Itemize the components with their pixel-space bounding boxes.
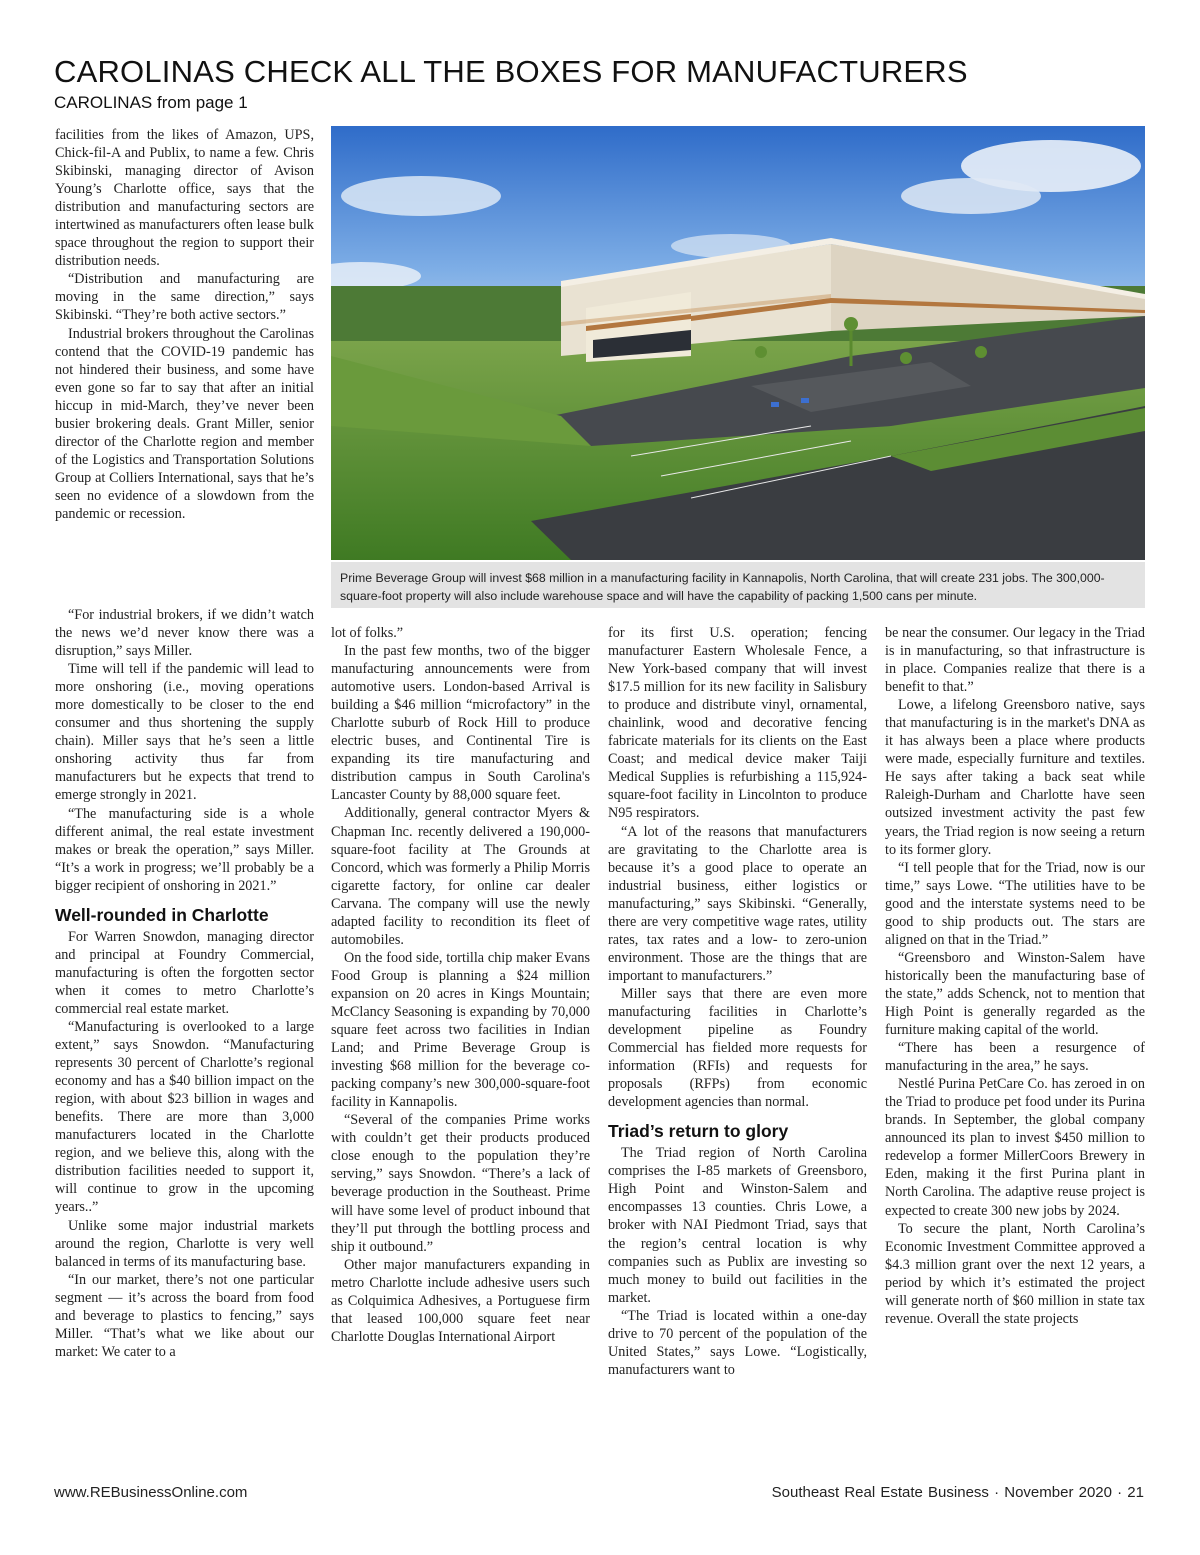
paragraph: Industrial brokers throughout the Carolinas contend that the COVID-19 pandemic has not hindered their business, and some have even gone so far to say that after an initial hiccup in mid-March, they’ve never been busier brokering deals. Grant Miller, senior director of the Charlotte region and member of the Logistics and Transportation Solutions Group at Colliers International, says that he’s seen no evidence of a slowdown from the pandemic or recession. <box>55 325 314 522</box>
paragraph: “I tell people that for the Triad, now is our time,” says Lowe. “The utilities have to be good and the interstate systems need to be good to ship products out. The stars are aligned on that in the Triad.” <box>885 859 1145 948</box>
paragraph: “Several of the companies Prime works with couldn’t get their products produced close enough to the population they’re serving,” says Snowdon. “There’s a lack of beverage production in the Southeast. Prime will have some level of product inbound that they’ll put through the bottling process and ship it outbound.” <box>331 1112 590 1255</box>
column-4 <box>885 624 1145 1328</box>
paragraph: “Manufacturing is overlooked to a large extent,” says Snowdon. “Manufacturing represents 30 percent of Charlotte’s regional economy and has a $40 billion impact on the region, with about $23 billion in wages and benefits. There are more than 3,000 manufacturers located in the Charlotte region, and we believe this, along with the distribution facilities needed to support it, will continue to grow in the upcoming years..” <box>55 1018 314 1216</box>
paragraph: “The Triad is located within a one-day drive to 70 percent of the population of the United States,” says Lowe. “Logistically, manufacturers want to <box>608 1307 867 1378</box>
paragraph: The Triad region of North Carolina comprises the I-85 markets of Greensboro, High Point and Winston-Salem and encompasses 13 counties. Chris Lowe, a broker with NAI Piedmont Triad, says that the region’s central location is why companies such as Publix are investing so much money to build out facilities in the market. <box>608 1145 867 1306</box>
paragraph: “Distribution and manufacturing are moving in the same direction,” says Skibinski. “They’re both active sectors.” <box>55 271 314 324</box>
paragraph: On the food side, tortilla chip maker Evans Food Group is planning a $24 million expansion on 20 acres in Kings Mountain; McClancy Seasoning is expanding by 70,000 square feet across two facilities in Indian Land; and Prime Beverage Group is investing $68 million for the beverage co-packing company’s new 300,000-square-foot facility in Kannapolis. <box>331 949 590 1111</box>
column-3 <box>608 624 867 1379</box>
paragraph: Lowe, a lifelong Greensboro native, says that manufacturing is in the market's DNA as it has always been a place where products were made, especially furniture and textiles. He says after taking a back seat while Raleigh-Durham and Charlotte have seen outsized investment activity the past few years, the Triad region is now seeing a return to its former glory. <box>885 697 1145 858</box>
paragraph: “In our market, there’s not one particular segment — it’s across the board from food and beverage to plastics to fencing,” says Miller. “That’s what we like about our market: We cater to a <box>55 1271 314 1360</box>
paragraph: Nestlé Purina PetCare Co. has zeroed in on the Triad to produce pet food under its Purina brands. In September, the global company announced its plan to invest $450 million to redevelop a former MillerCoors Brewery in Eden, making it the first Purina plant in North Carolina. The adaptive reuse project is expected to create 300 new jobs by 2024. <box>885 1076 1145 1219</box>
jump-line: CAROLINAS from page 1 <box>54 93 248 112</box>
photo-caption: Prime Beverage Group will invest $68 million in a manufacturing facility in Kannapolis, North Carolina, that will create 231 jobs. The 300,000-square-foot property will also include warehouse space and will have the capability of packing 1,500 cans per minute. <box>331 562 1145 608</box>
column-2 <box>331 624 590 1346</box>
paragraph: be near the consumer. Our legacy in the Triad is in manufacturing, so that infrastructure is in place. Companies realize that there is a benefit to that.” <box>885 625 1145 696</box>
headline: CAROLINAS CHECK ALL THE BOXES FOR MANUFACTURERS <box>54 54 968 89</box>
footer-website[interactable]: www.REBusinessOnline.com <box>54 1484 248 1501</box>
subhead-triad: Triad’s return to glory <box>608 1121 789 1142</box>
footer-publication: Southeast Real Estate Business · November 2020 · 21 <box>771 1484 1144 1501</box>
column-1-top <box>55 126 314 523</box>
paragraph: “There has been a resurgence of manufacturing in the area,” he says. <box>885 1040 1145 1075</box>
subhead-charlotte: Well-rounded in Charlotte <box>55 904 269 925</box>
paragraph: Additionally, general contractor Myers & Chapman Inc. recently delivered a 190,000-square-foot facility at The Grounds at Concord, which was formerly a Philip Morris cigarette factory, for online car dealer Carvana. The company will use the newly adapted facility to recondition its fleet of automobiles. <box>331 805 590 948</box>
column-1-bottom <box>55 606 314 1361</box>
paragraph: lot of folks.” <box>331 625 404 641</box>
industrial-building-illustration <box>331 126 1145 560</box>
paragraph: To secure the plant, North Carolina’s Economic Investment Committee approved a $4.3 million grant over the next 12 years, a period by which it’s estimated the project will generate north of $60 million in state tax revenue. Overall the state projects <box>885 1220 1145 1327</box>
paragraph: Time will tell if the pandemic will lead to more onshoring (i.e., moving operations more domestically to be closer to the end consumer and thus shortening the supply chain). Miller says that he’s seen a little onshoring activity thus far from manufacturers but he expects that trend to emerge strongly in 2021. <box>55 661 314 804</box>
paragraph: facilities from the likes of Amazon, UPS, Chick-fil-A and Publix, to name a few. Chris Skibinski, managing director of Avison Young’s Charlotte office, says that the distribution and manufacturing sectors are intertwined as manufacturers often lease bulk space throughout the region to support their distribution needs. <box>55 127 314 270</box>
paragraph: Other major manufacturers expanding in metro Charlotte include adhesive users such as Colquimica Adhesives, a Portuguese firm that leased 100,000 square feet near Charlotte Douglas International Airport <box>331 1256 590 1345</box>
building-photo <box>331 126 1145 560</box>
paragraph: “The manufacturing side is a whole different animal, the real estate investment makes or break the operation,” says Miller. “It’s a work in progress; we’ll probably be a bigger recipient of onshoring in 2021.” <box>55 805 314 894</box>
paragraph: “For industrial brokers, if we didn’t watch the news we’d never know there was a disruption,” says Miller. <box>55 607 314 660</box>
paragraph: In the past few months, two of the bigger manufacturing announcements were from automotive users. London-based Arrival is building a $46 million “microfactory” in the Charlotte suburb of Rock Hill to produce electric buses, and Continental Tire is expanding its tire manufacturing and distribution campus in South Carolina's Lancaster County by 88,000 square feet. <box>331 643 590 804</box>
paragraph: “Greensboro and Winston-Salem have historically been the manufacturing base of the state,” adds Schenck, not to mention that High Point is generally regarded as the furniture making capital of the world. <box>885 949 1145 1039</box>
paragraph: For Warren Snowdon, managing director and principal at Foundry Commercial, manufacturing is often the forgotten sector when it comes to metro Charlotte’s commercial real estate market. <box>55 928 314 1017</box>
paragraph: Miller says that there are even more manufacturing facilities in Charlotte’s development pipeline as Foundry Commercial has fielded more requests for information (RFIs) and requests for proposals (RFPs) from economic development agencies than normal. <box>608 985 867 1111</box>
paragraph: for its first U.S. operation; fencing manufacturer Eastern Wholesale Fence, a New York-based company that will invest $17.5 million for its new facility in Salisbury to produce and distribute vinyl, ornamental, chainlink, wood and decorative fencing fabricate materials for its clients on the East Coast; and medical device maker Taiji Medical Supplies is refurbishing a 115,924-square-foot facility in Lincolnton to produce N95 respirators. <box>608 625 867 822</box>
paragraph: “A lot of the reasons that manufacturers are gravitating to the Charlotte area is because it’s a good place to operate an industrial business, either logistics or manufacturing,” says Skibinski. “Generally, there are very competitive wage rates, utility rates, tax rates and a low- to zero-union environment. Those are the things that are important to manufacturers.” <box>608 823 867 984</box>
paragraph: Unlike some major industrial markets around the region, Charlotte is very well balanced in terms of its manufacturing base. <box>55 1217 314 1270</box>
